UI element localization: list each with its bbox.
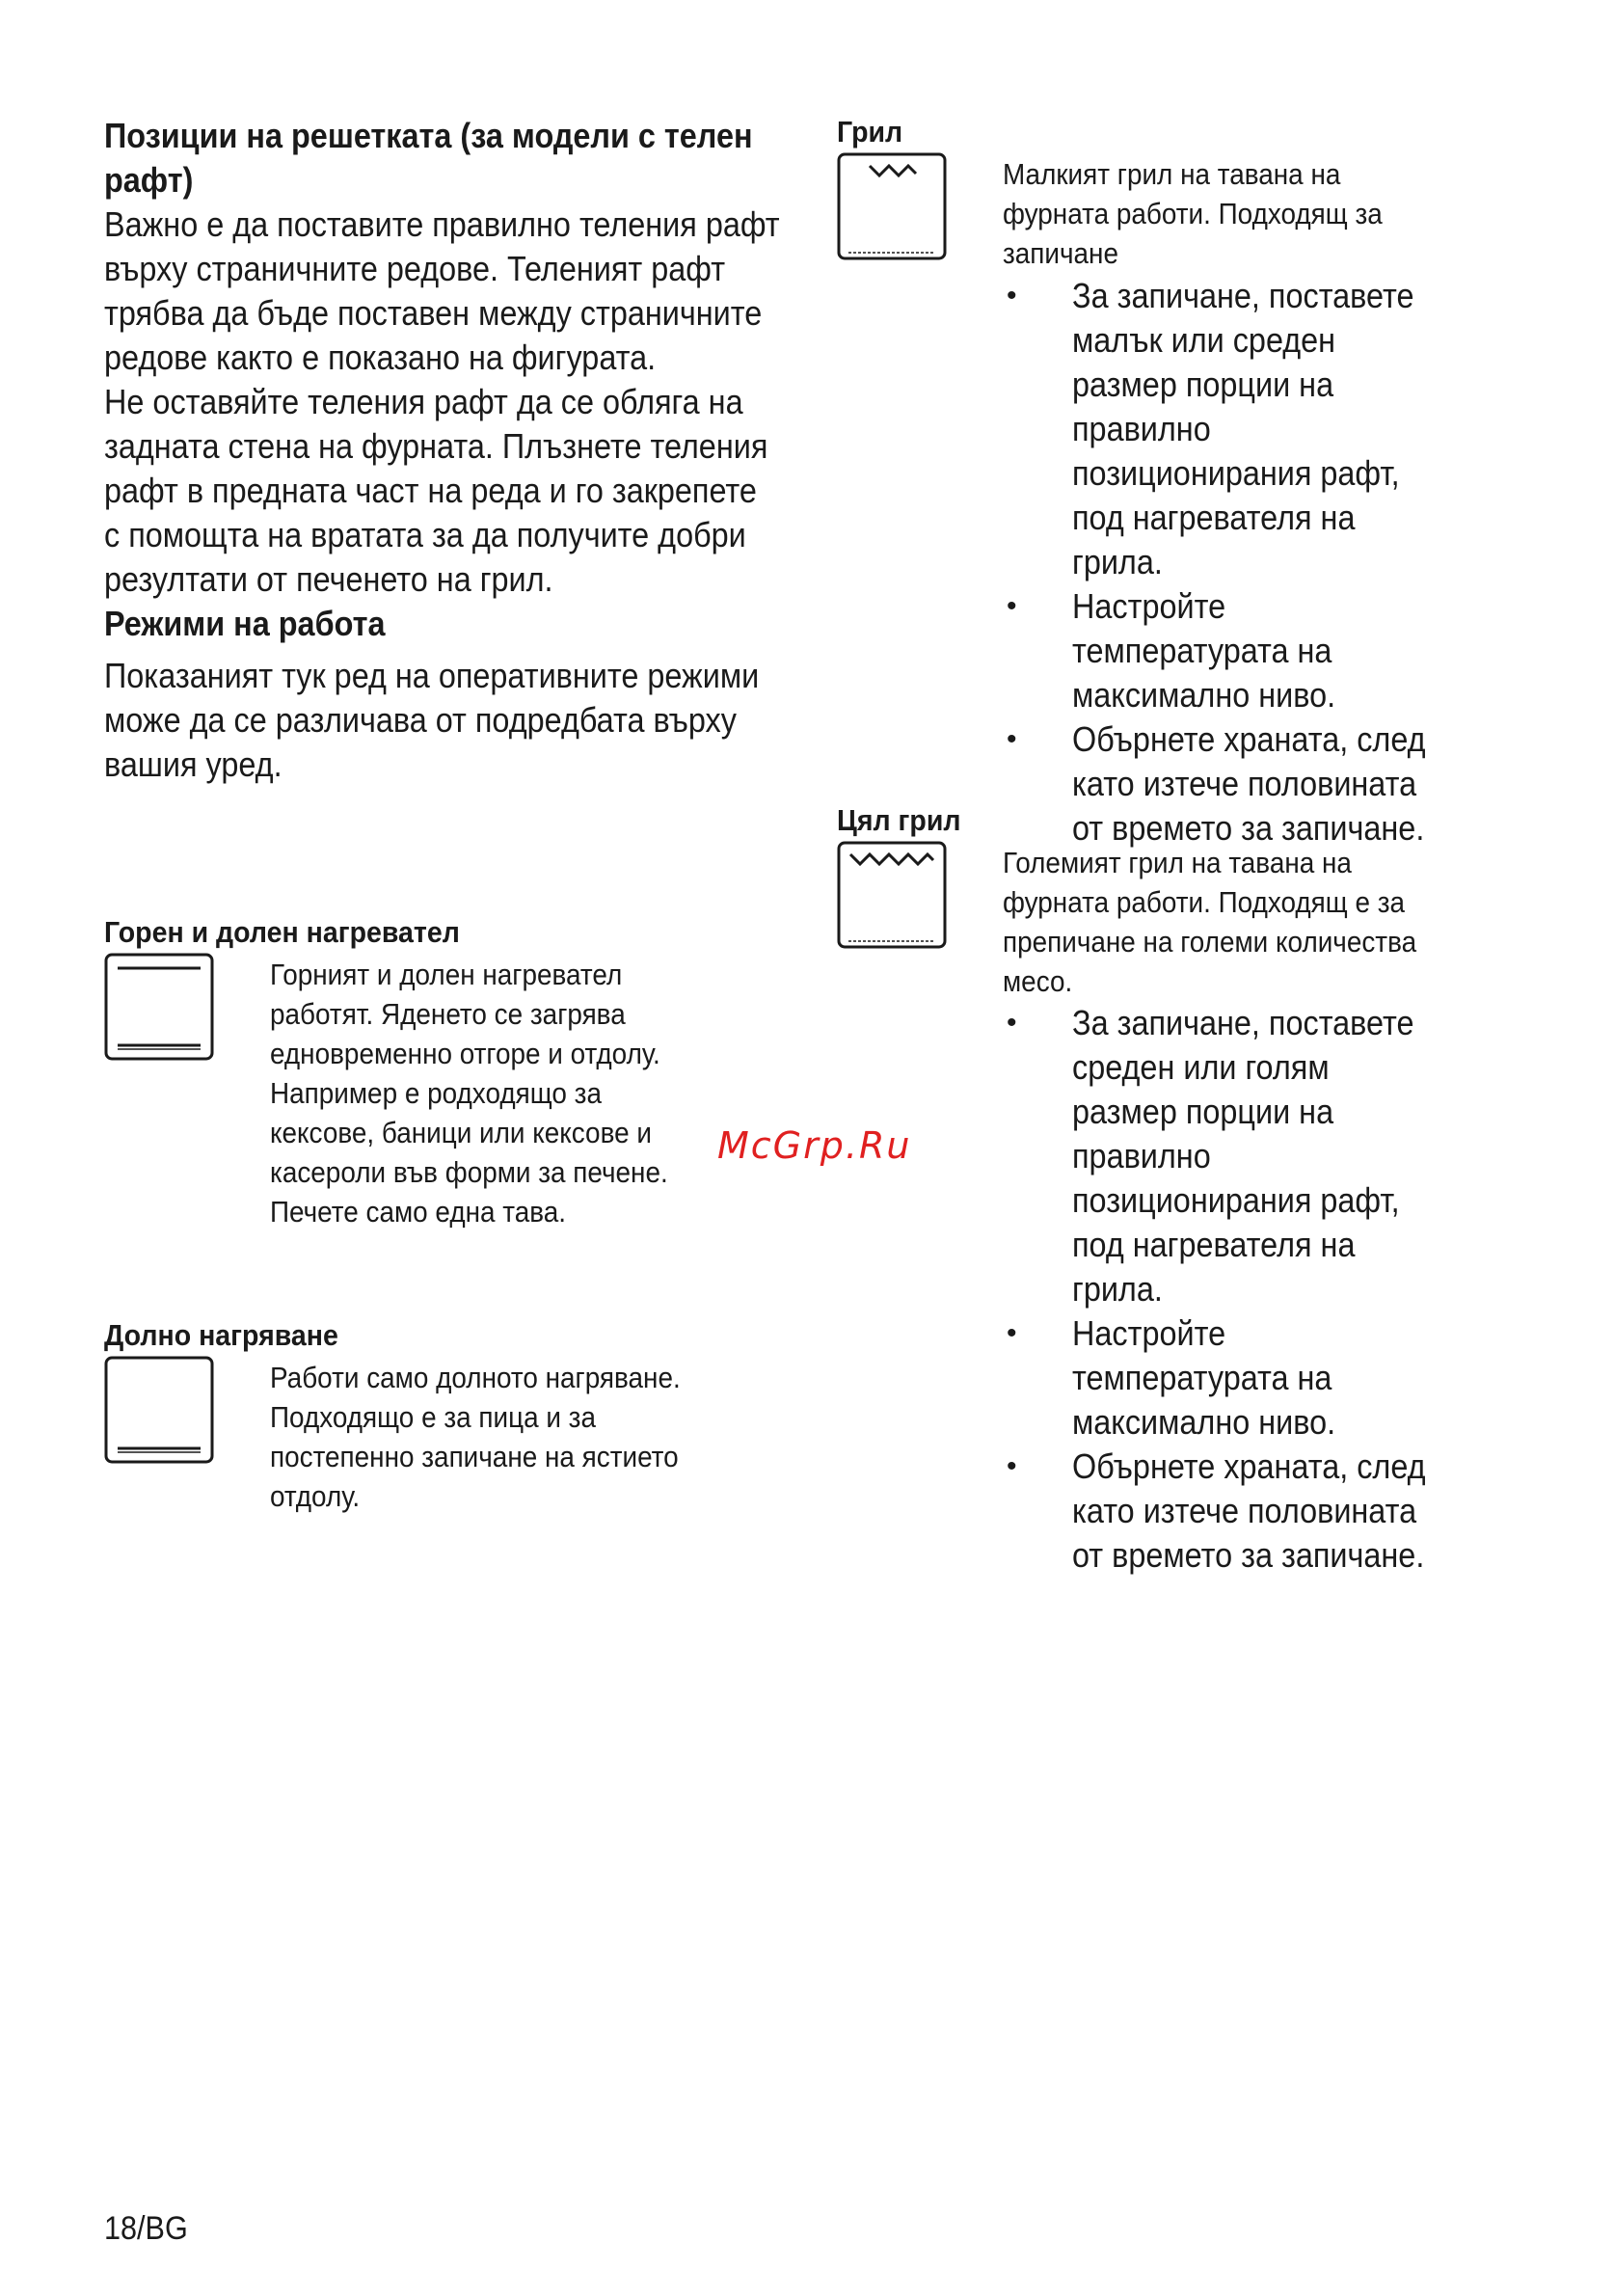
mode-bottom-heater	[104, 1317, 798, 1529]
full-grill-bullet-2: Настройте температурата на максимално ниво.	[1072, 1313, 1336, 1442]
top-bottom-heater-icon	[104, 953, 214, 1061]
list-item	[1003, 1311, 1504, 1445]
list-item	[1003, 1001, 1504, 1311]
bullet-dot: •	[1007, 590, 1017, 622]
bullet-dot: •	[1007, 1450, 1017, 1482]
top-bottom-heater-title: Горен и долен нагревател	[104, 915, 460, 949]
grill-bullet-2: Настройте температурата на максимално ниво.	[1072, 586, 1336, 715]
rack-paragraph-1: Важно е да поставите правилно теления рафт върху страничните редове. Теленият рафт трябва да бъде поставен между страничните редове както е показано на фигурата.	[104, 204, 780, 377]
full-grill-title: Цял грил	[837, 803, 961, 837]
bullet-dot: •	[1007, 1317, 1017, 1349]
page-number: 18/BG	[104, 2210, 188, 2247]
grill-description: Малкият грил на тавана на фурната работи. Подходящ за запичане	[1003, 157, 1383, 270]
watermark: McGrp.Ru	[717, 1124, 912, 1167]
bullet-dot: •	[1007, 1007, 1017, 1039]
grill-bullet-3: Обърнете храната, след като изтече половината от времето за запичане.	[1072, 719, 1426, 848]
small-grill-icon	[837, 152, 947, 260]
bottom-heater-icon	[104, 1356, 214, 1464]
full-grill-icon	[837, 841, 947, 949]
grill-bullet-1: За запичане, поставете малък или среден размер порции на правилно позиционирания рафт, под нагревателя на грила.	[1072, 276, 1414, 581]
operating-modes-intro: Показаният тук ред на оперативните режими може да се различава от подредбата върху вашия уред.	[104, 656, 760, 784]
operating-modes-title: Режими на работа	[104, 604, 386, 643]
list-item	[1003, 584, 1504, 717]
rack-positions-title: Позиции на решетката (за модели с телен рафт)	[104, 116, 753, 200]
left-column	[104, 114, 779, 787]
bullet-dot: •	[1007, 723, 1017, 755]
mode-top-bottom-heater	[104, 914, 798, 1242]
bottom-heater-title: Долно нагряване	[104, 1318, 338, 1352]
grill-title: Грил	[837, 115, 903, 149]
bullet-dot: •	[1007, 280, 1017, 311]
rack-paragraph-2: Не оставяйте теления рафт да се обляга на задната стена на фурната. Плъзнете теления рафт в предната част на реда и го закрепете с помощта на вратата за да получите добри резултати от печенето на грил.	[104, 382, 768, 599]
full-grill-bullet-3: Обърнете храната, след като изтече половината от времето за запичане.	[1072, 1446, 1426, 1575]
full-grill-description: Големият грил на тавана на фурната работи. Подходящ е за препичане на големи количества месо.	[1003, 846, 1417, 998]
grill-bullet-list	[1003, 274, 1504, 851]
mode-full-grill	[837, 802, 1531, 1575]
full-grill-bullet-1: За запичане, поставете среден или голям размер порции на правилно позиционирания рафт, под нагревателя на грила.	[1072, 1003, 1414, 1309]
list-item	[1003, 274, 1504, 584]
bottom-heater-description: Работи само долното нагряване. Подходящо е за пица и за постепенно запичане на ястието отдолу.	[270, 1361, 681, 1513]
top-bottom-heater-description: Горният и долен нагревател работят. Яденето се загрява едновременно отгоре и отдолу. Например е родходящо за кексове, баници или кексове и касероли във форми за печене. Печете само една тава.	[270, 958, 668, 1229]
full-grill-bullet-list	[1003, 1001, 1504, 1578]
list-item	[1003, 1445, 1504, 1578]
